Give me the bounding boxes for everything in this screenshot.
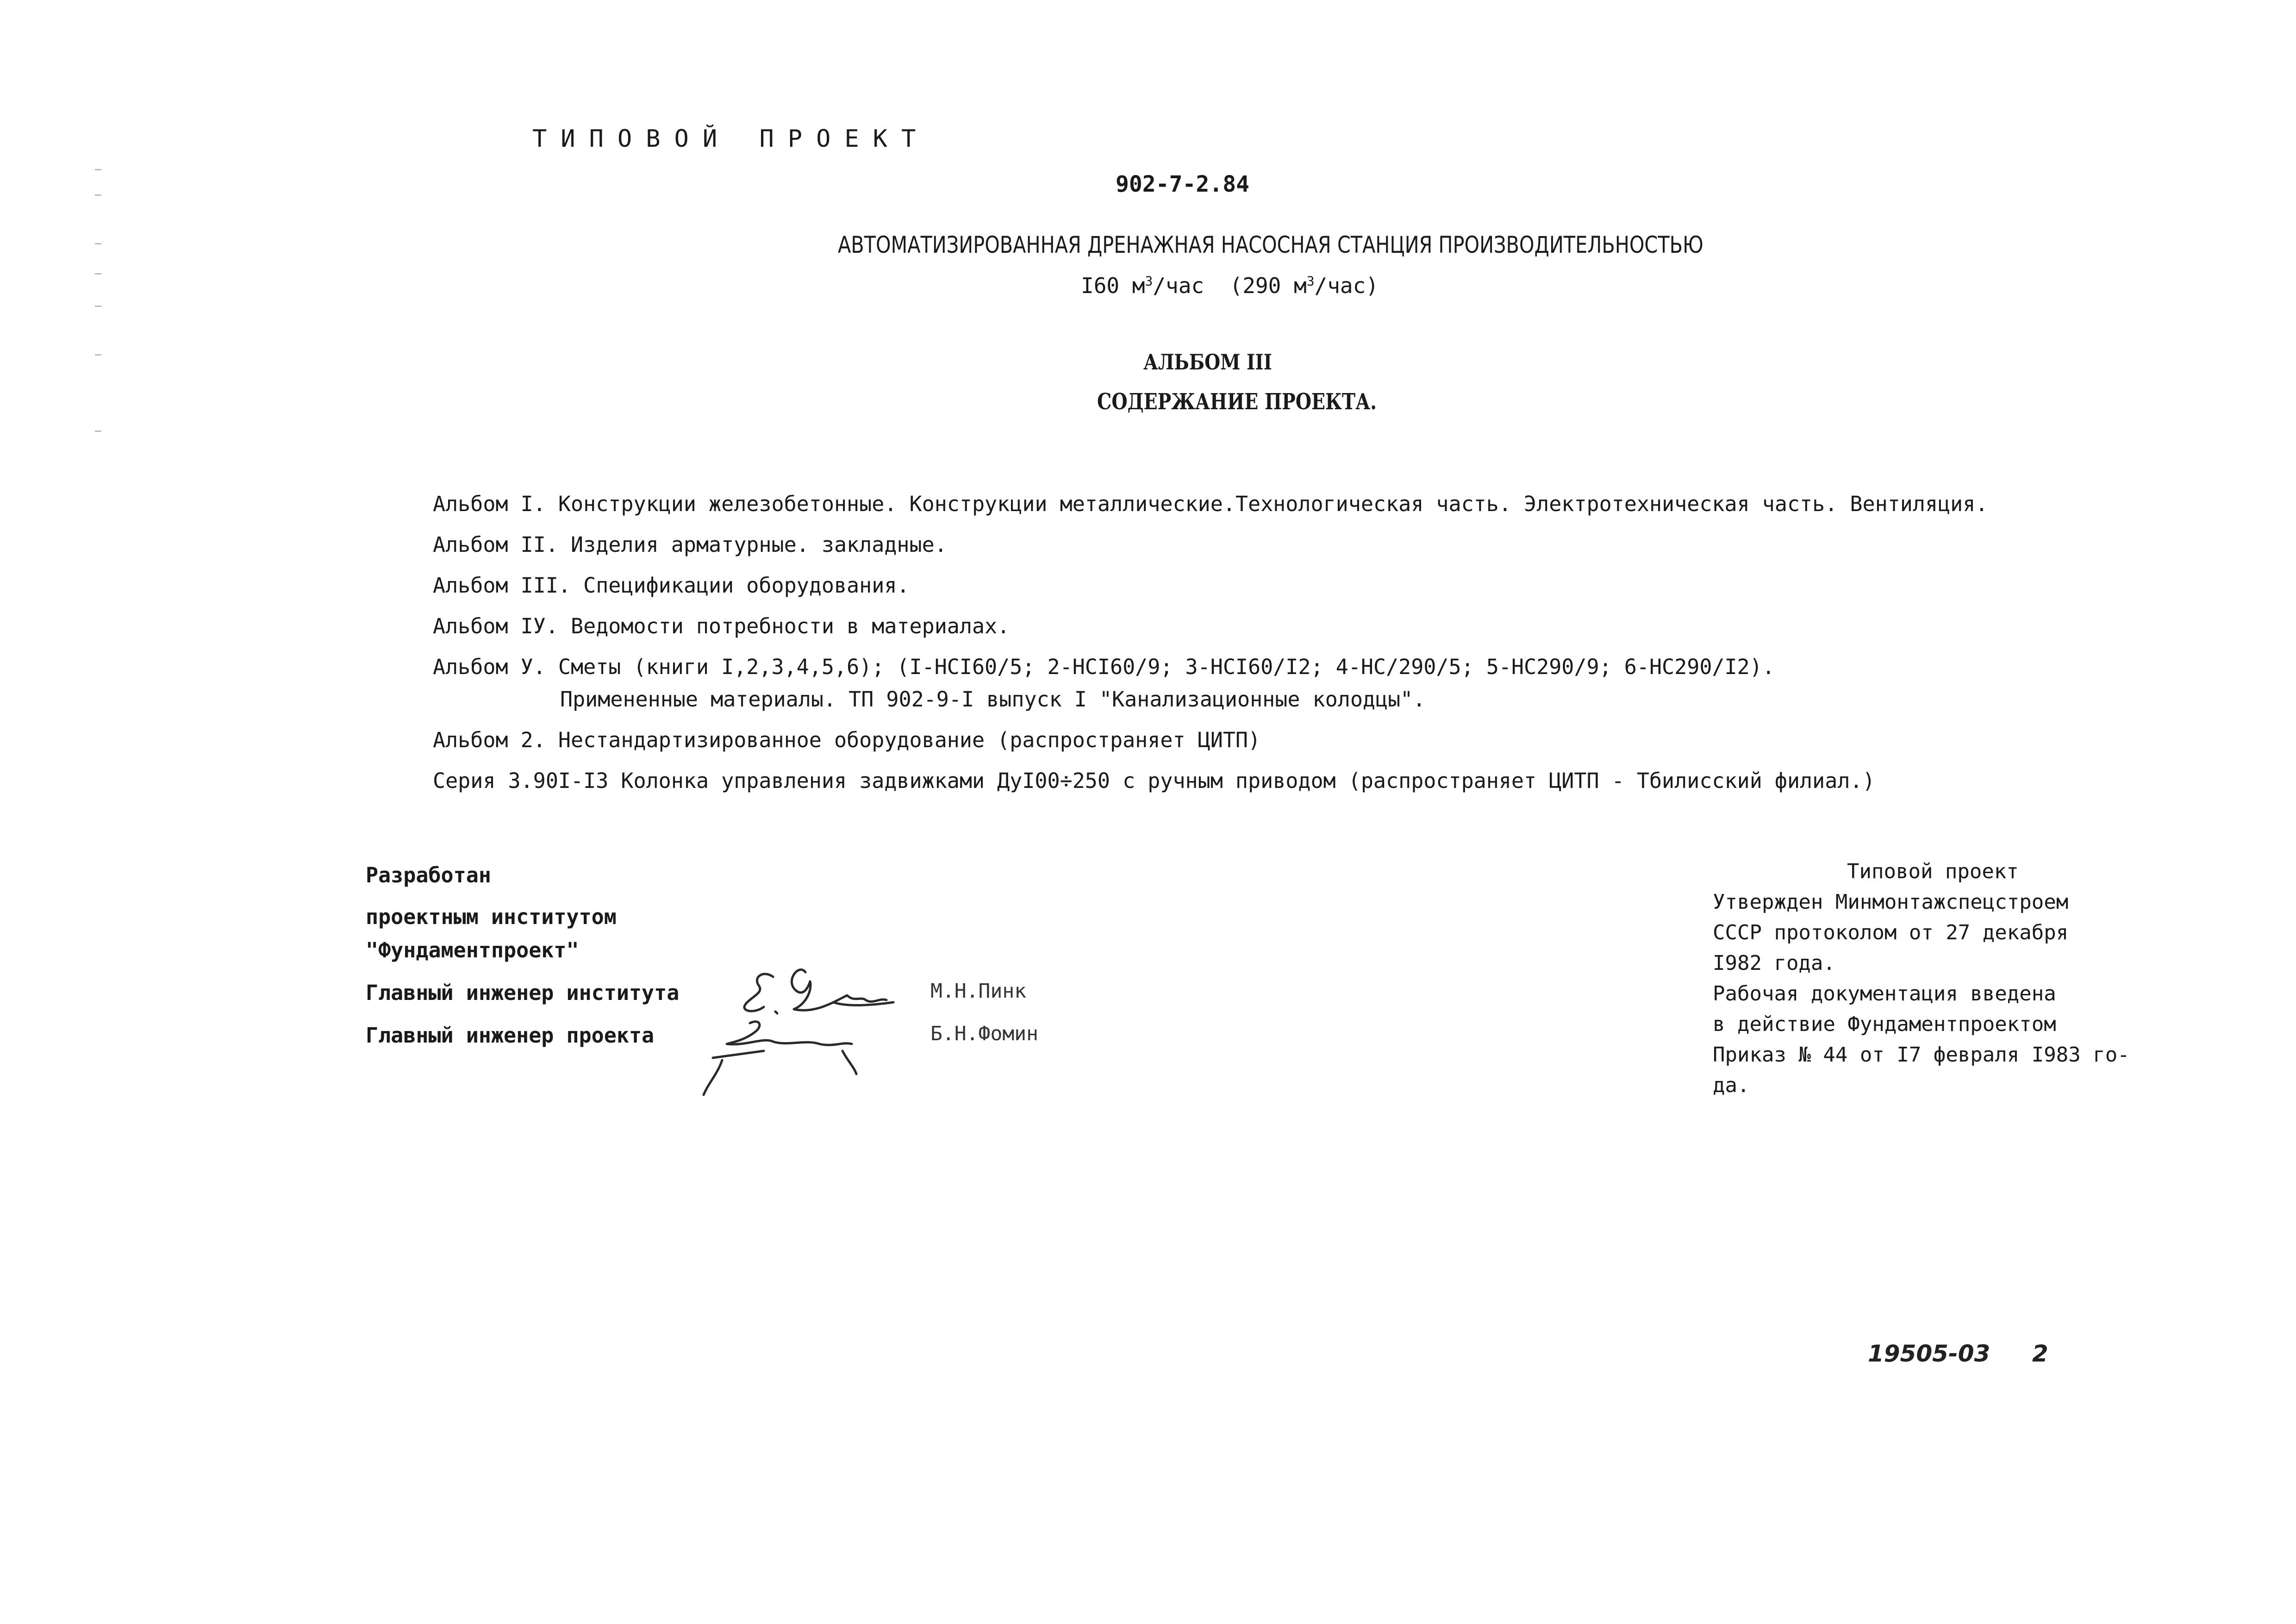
contents-list	[433, 484, 1988, 801]
doc-number: 902-7-2.84	[1116, 171, 1249, 197]
margin-mark	[95, 194, 101, 196]
developer-line: Разработан	[366, 863, 491, 887]
approval-line: да.	[1713, 1074, 1750, 1097]
developer-line: "Фундаментпроект"	[366, 938, 579, 962]
margin-mark	[95, 306, 101, 307]
margin-mark	[95, 431, 101, 432]
approval-line: Типовой проект	[1847, 860, 2019, 883]
contents-item-album-2: Альбом II. Изделия арматурные. закладные.	[433, 532, 947, 557]
album-heading: АЛЬБОМ III	[1143, 350, 1272, 375]
sheet-code: 19505-03	[1868, 1340, 1990, 1367]
margin-mark	[95, 273, 101, 275]
doc-title: ТИПОВОЙ ПРОЕКТ	[532, 125, 930, 153]
contents-item-album-3: Альбом III. Спецификации оборудования.	[433, 573, 910, 598]
doc-capacity	[1081, 273, 1379, 298]
capacity-main-exp: 3	[1145, 273, 1153, 289]
doc-subtitle: АВТОМАТИЗИРОВАННАЯ ДРЕНАЖНАЯ НАСОСНАЯ СТАНЦИЯ ПРОИЗВОДИТЕЛЬНОСТЬЮ	[838, 231, 1703, 258]
approval-line: СССР протоколом от 27 декабря	[1713, 921, 2069, 944]
name-institute-engineer: М.Н.Пинк	[930, 980, 1027, 1003]
contents-item-album-4: Альбом IУ. Ведомости потребности в материалах.	[433, 614, 1010, 638]
name-project-engineer: Б.Н.Фомин	[930, 1022, 1038, 1045]
capacity-main-unit: /час	[1153, 273, 1204, 298]
contents-heading: СОДЕРЖАНИЕ ПРОЕКТА.	[1097, 389, 1377, 415]
contents-item-album-5: Альбом У. Сметы (книги I,2,3,4,5,6); (I-HCI60/5; 2-HCI60/9; 3-HCI60/I2; 4-HC/290/5; 5-HC290/9; 6-HC290/I2).	[433, 655, 1775, 679]
approval-line: Приказ № 44 от I7 февраля I983 го-	[1713, 1043, 2130, 1067]
chief-engineer-project-label: Главный инженер проекта	[366, 1023, 655, 1048]
contents-item-album-5-cont: Примененные материалы. ТП 902-9-I выпуск I "Канализационные колодцы".	[560, 687, 1426, 712]
margin-mark	[95, 354, 101, 356]
capacity-main: I60 м	[1081, 273, 1145, 298]
capacity-alt-exp: 3	[1306, 273, 1315, 289]
contents-item-series: Серия 3.90I-I3 Колонка управления задвижками ДуI00÷250 с ручным приводом (распространяет ЦИТП - Тбилисский филиал.)	[433, 768, 1875, 793]
contents-item-album-2-equipment: Альбом 2. Нестандартизированное оборудование (распространяет ЦИТП)	[433, 728, 1261, 752]
capacity-alt-unit: /час)	[1314, 273, 1379, 298]
capacity-alt: (290 м	[1229, 273, 1307, 298]
approval-line: I982 года.	[1713, 951, 1835, 975]
sheet-number: 2	[2032, 1340, 2048, 1367]
approval-line: Рабочая документация введена	[1713, 982, 2056, 1006]
contents-item-album-1: Альбом I. Конструкции железобетонные. Конструкции металлические.Технологическая часть. Электротехническая часть. Вентиляция.	[433, 492, 1988, 516]
approval-line: в действие Фундаментпроектом	[1713, 1012, 2056, 1036]
chief-engineer-institute-label: Главный инженер института	[366, 981, 680, 1005]
signature-image	[694, 944, 935, 1102]
margin-mark	[95, 169, 101, 170]
developer-block	[366, 859, 679, 1052]
margin-mark	[95, 243, 101, 244]
developer-line: проектным институтом	[366, 905, 617, 929]
approval-line: Утвержден Минмонтажспецстроем	[1713, 890, 2069, 914]
approval-block	[1713, 856, 2130, 1101]
names-block	[930, 970, 1038, 1055]
